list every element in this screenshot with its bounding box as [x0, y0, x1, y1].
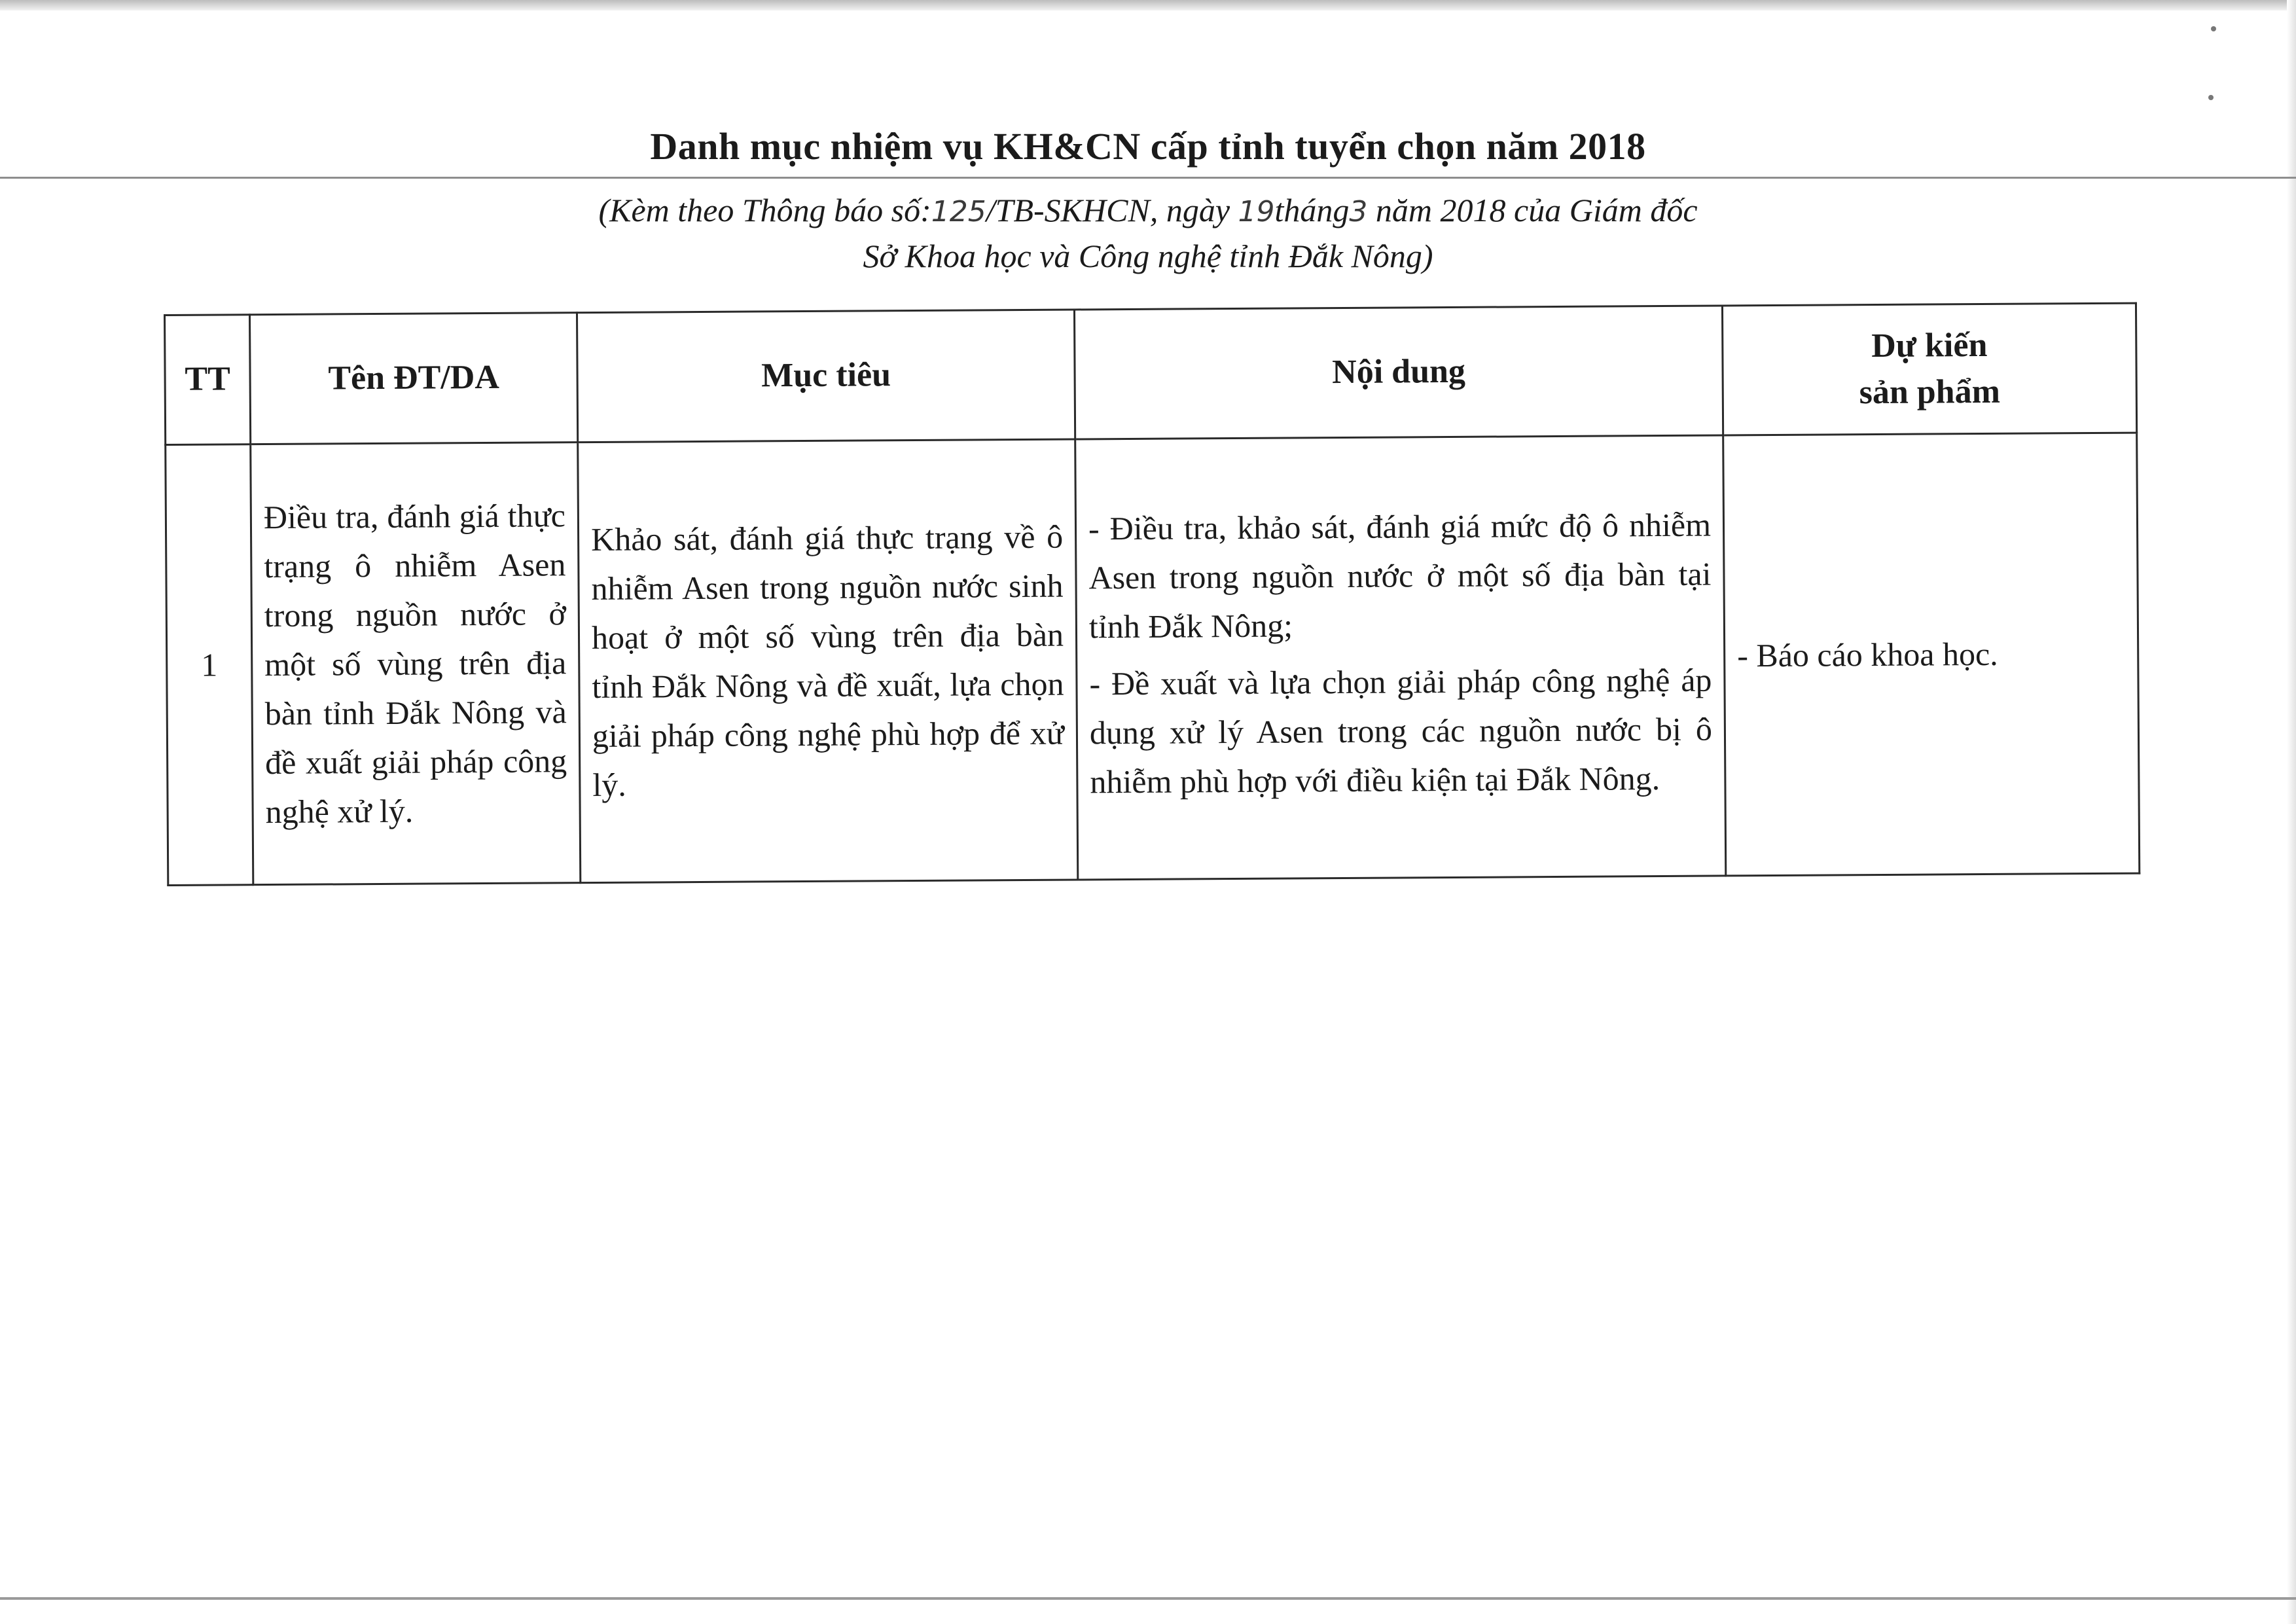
notice-month: 3 — [1349, 195, 1368, 228]
header-product — [1722, 303, 2136, 435]
scan-edge-top — [0, 0, 2296, 10]
header-product-line2: sản phẩm — [1859, 372, 2001, 411]
cell-name: Điều tra, đánh giá thực trạng ô nhiễm Asen trong nguồn nước ở một số vùng trên địa bàn tỉnh Đắk Nông và đề xuất giải pháp công nghệ xử lý. — [251, 442, 581, 885]
table-row — [166, 433, 2140, 885]
subtitle-prefix: (Kèm theo Thông báo số: — [598, 192, 931, 228]
scan-dot — [2211, 26, 2216, 31]
scan-line-top — [0, 177, 2296, 179]
document-subtitle-line2: Sở Khoa học và Công nghệ tỉnh Đắk Nông) — [863, 238, 1433, 274]
header-tt: TT — [165, 315, 251, 445]
subtitle-notice-code: /TB-SKHCN, ngày — [986, 192, 1238, 228]
notice-day: 19 — [1238, 195, 1275, 228]
header-name: Tên ĐT/DA — [250, 313, 578, 444]
task-table — [164, 302, 2140, 886]
header-product-line1: Dự kiến — [1871, 327, 1988, 365]
header-objective: Mục tiêu — [577, 310, 1075, 442]
subtitle-month-label: tháng — [1274, 192, 1350, 228]
subtitle-end: năm 2018 của Giám đốc — [1367, 192, 1698, 228]
scan-line-bottom — [0, 1597, 2296, 1600]
cell-tt: 1 — [166, 444, 253, 886]
content-item: - Điều tra, khảo sát, đánh giá mức độ ô nhiễm Asen trong nguồn nước ở một số địa bàn tại tỉnh Đắk Nông; — [1088, 506, 1712, 645]
cell-objective: Khảo sát, đánh giá thực trạng về ô nhiễm Asen trong nguồn nước sinh hoạt ở một số vùng trên địa bàn tỉnh Đắk Nông và đề xuất, lựa chọn giải pháp công nghệ phù hợp để xử lý. — [578, 439, 1078, 883]
notice-number: 125 — [931, 195, 986, 228]
header-content: Nội dung — [1074, 306, 1723, 439]
document-subtitle-line1 — [0, 191, 2296, 229]
document-title: Danh mục nhiệm vụ KH&CN cấp tỉnh tuyển chọn năm 2018 — [650, 125, 1646, 168]
cell-content — [1075, 435, 1726, 880]
scan-dot — [2208, 95, 2214, 100]
content-item: - Đề xuất và lựa chọn giải pháp công nghệ áp dụng xử lý Asen trong các nguồn nước bị ô nhiễm phù hợp với điều kiện tại Đắk Nông. — [1089, 661, 1713, 801]
cell-product: - Báo cáo khoa học. — [1723, 433, 2140, 876]
table-header-row — [165, 303, 2137, 444]
